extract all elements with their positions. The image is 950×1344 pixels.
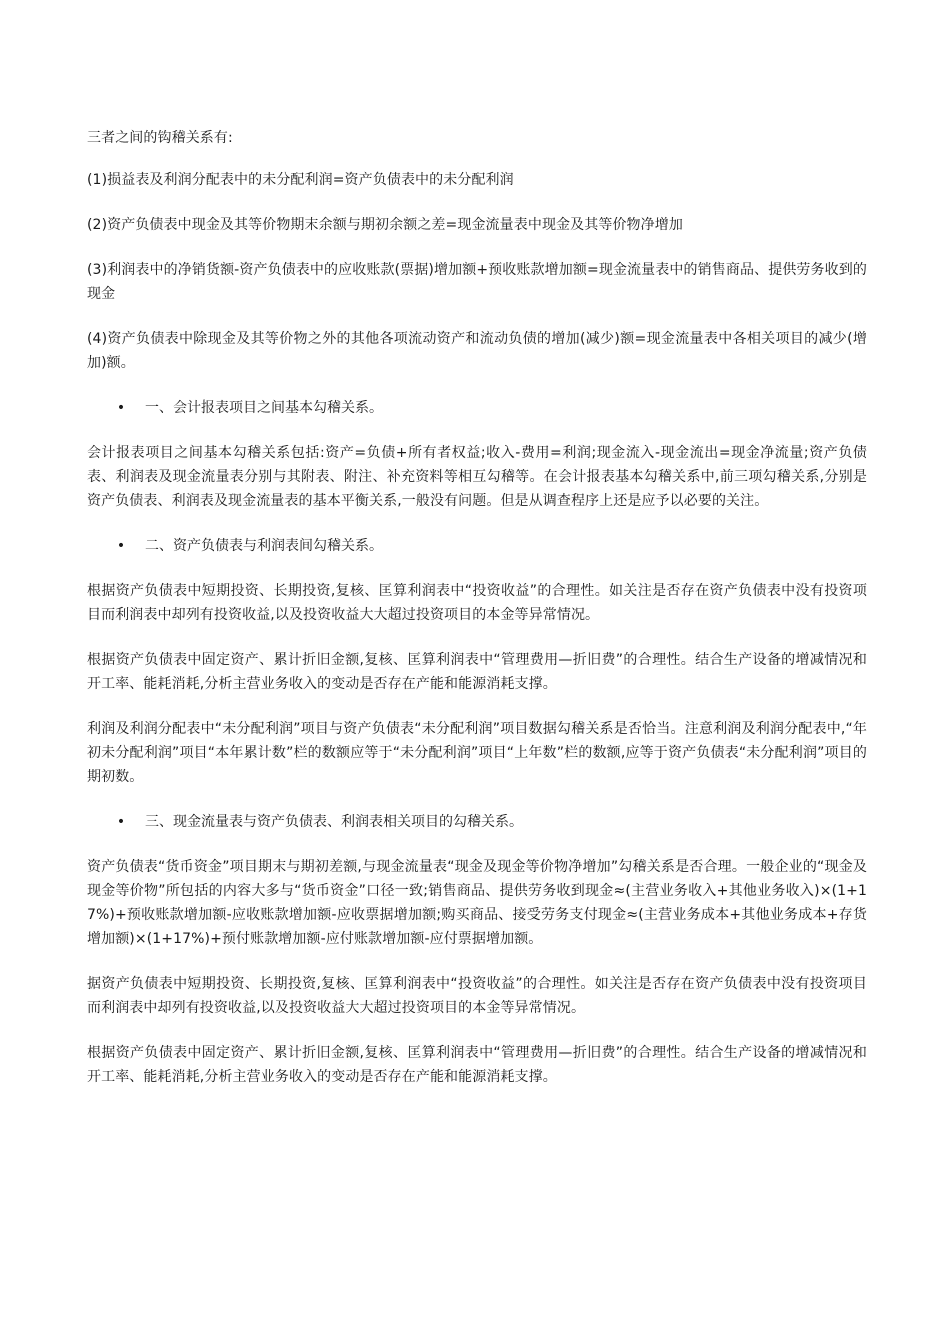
section-3-paragraph-1: 资产负债表“货币资金”项目期末与期初差额,与现金流量表“现金及现金等价物净增加”勾稽关系是否合理。一般企业的“现金及现金等价物”所包括的内容大多与“货币资金”口径一致;销售商品、提供劳务收到现金≈(主营业务收入+其他业务收入)×(1+17%)+预收账款增加额-应收账款增加额-应收票据增加额;购买商品、接受劳务支付现金≈(主营业务成本+其他业务成本+存货增加额)×(1+17%)+预付账款增加额-应付账款增加额-应付票据增加额。	[87, 859, 867, 947]
section-1-heading-text: 一、会计报表项目之间基本勾稽关系。	[145, 400, 383, 416]
section-2-heading-text: 二、资产负债表与利润表间勾稽关系。	[145, 538, 383, 554]
section-1-paragraph: 会计报表项目之间基本勾稽关系包括:资产=负债+所有者权益;收入-费用=利润;现金流入-现金流出=现金净流量;资产负债表、利润表及现金流量表分别与其附表、附注、补充资料等相互勾稽等。在会计报表基本勾稽关系中,前三项勾稽关系,分别是资产负债表、利润表及现金流量表的基本平衡关系,一般没有问题。但是从调查程序上还是应予以必要的关注。	[87, 445, 867, 509]
section-3-paragraph-3: 根据资产负债表中固定资产、累计折旧金额,复核、匡算利润表中“管理费用—折旧费”的合理性。结合生产设备的增减情况和开工率、能耗消耗,分析主营业务收入的变动是否存在产能和能源消耗支撑。	[87, 1045, 867, 1085]
relation-item-4: (4)资产负债表中除现金及其等价物之外的其他各项流动资产和流动负债的增加(减少)额=现金流量表中各相关项目的减少(增加)额。	[87, 331, 867, 371]
section-2-paragraph-1: 根据资产负债表中短期投资、长期投资,复核、匡算利润表中“投资收益”的合理性。如关注是否存在资产负债表中没有投资项目而利润表中却列有投资收益,以及投资收益大大超过投资项目的本金等异常情况。	[87, 583, 867, 623]
intro-text: 三者之间的钩稽关系有:	[87, 130, 233, 146]
relation-item-1: (1)损益表及利润分配表中的未分配利润=资产负债表中的未分配利润	[87, 172, 514, 188]
section-2-heading	[87, 534, 867, 558]
section-2-paragraph-3: 利润及利润分配表中“未分配利润”项目与资产负债表“未分配利润”项目数据勾稽关系是否恰当。注意利润及利润分配表中,“年初未分配利润”项目“本年累计数”栏的数额应等于“未分配利润”项目“上年数”栏的数额,应等于资产负债表“未分配利润”项目的期初数。	[87, 721, 867, 785]
section-2-paragraph-2: 根据资产负债表中固定资产、累计折旧金额,复核、匡算利润表中“管理费用—折旧费”的合理性。结合生产设备的增减情况和开工率、能耗消耗,分析主营业务收入的变动是否存在产能和能源消耗支撑。	[87, 652, 867, 692]
bullet-icon: •	[116, 538, 126, 554]
bullet-icon: •	[116, 814, 126, 830]
section-3-paragraph-2: 据资产负债表中短期投资、长期投资,复核、匡算利润表中“投资收益”的合理性。如关注是否存在资产负债表中没有投资项目而利润表中却列有投资收益,以及投资收益大大超过投资项目的本金等异常情况。	[87, 976, 867, 1016]
section-3-heading-text: 三、现金流量表与资产负债表、利润表相关项目的勾稽关系。	[145, 814, 523, 830]
section-3-heading	[87, 810, 867, 834]
section-1-heading	[87, 396, 867, 420]
relation-item-2: (2)资产负债表中现金及其等价物期末余额与期初余额之差=现金流量表中现金及其等价物净增加	[87, 217, 683, 233]
document-body	[87, 126, 867, 1110]
bullet-icon: •	[116, 400, 126, 416]
relation-item-3: (3)利润表中的净销货额-资产负债表中的应收账款(票据)增加额+预收账款增加额=现金流量表中的销售商品、提供劳务收到的现金	[87, 262, 867, 302]
